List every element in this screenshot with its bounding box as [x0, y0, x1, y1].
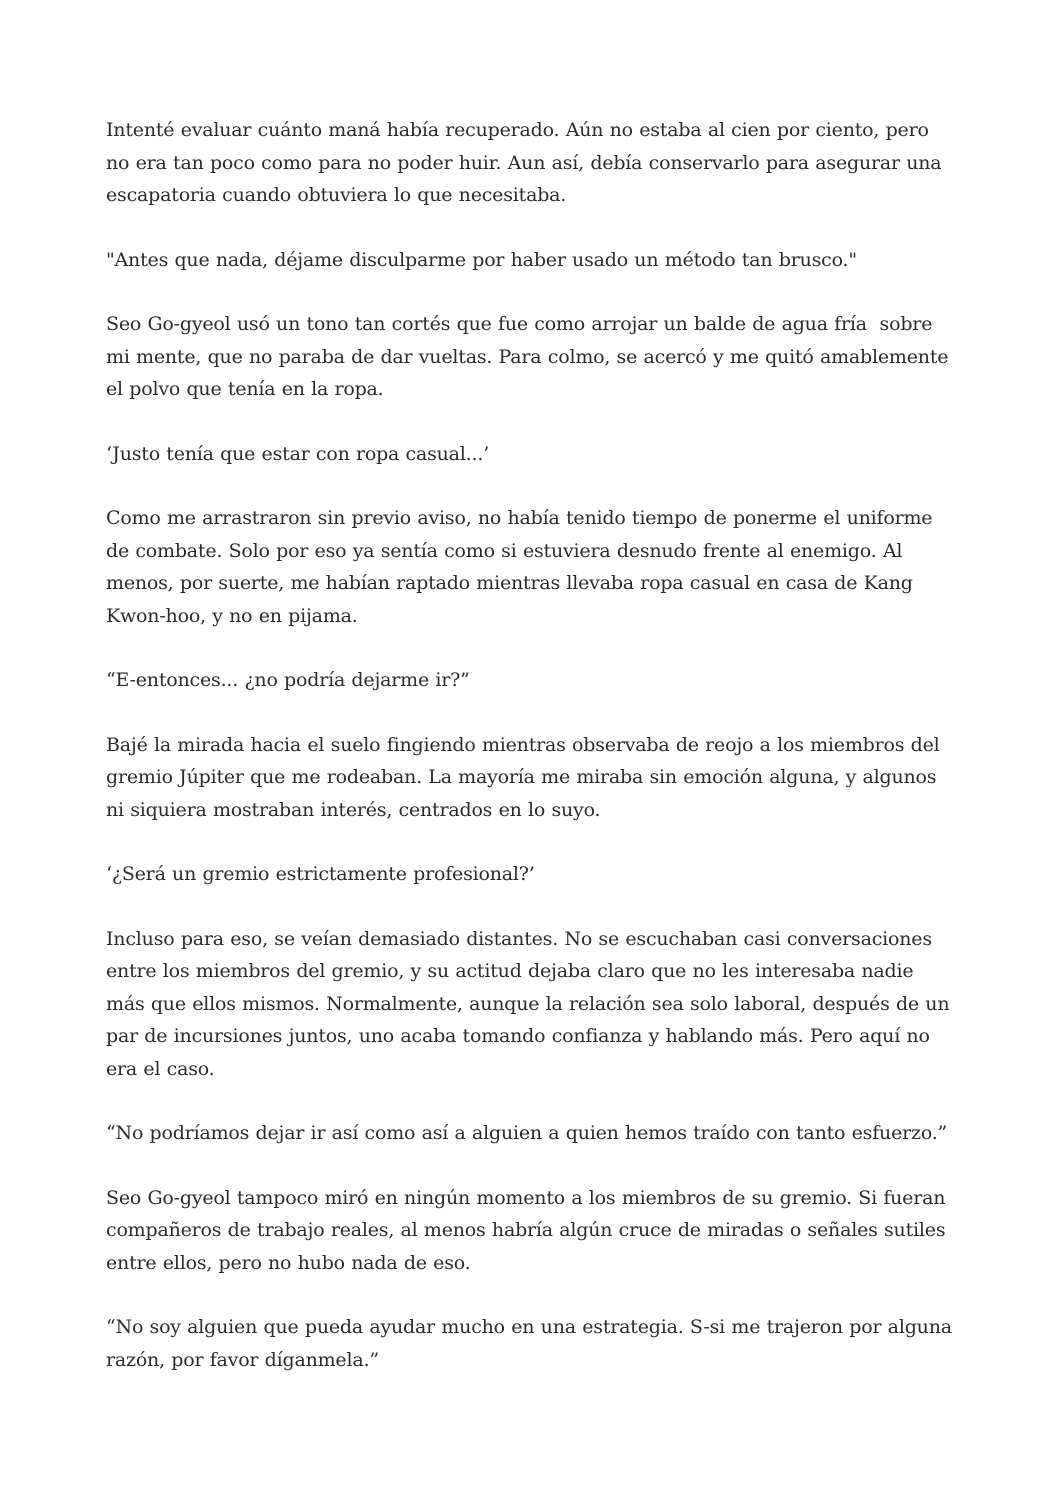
body-text [106, 114, 959, 1408]
paragraph-12: “No soy alguien que pueda ayudar mucho en una estrategia. S-si me trajeron por alguna razón, por favor díganmela.” [106, 1316, 959, 1371]
paragraph-4: ‘Justo tenía que estar con ropa casual...’ [106, 442, 490, 465]
paragraph-8: ‘¿Será un gremio estrictamente profesional?’ [106, 863, 535, 885]
paragraph-6: “E-entonces... ¿no podría dejarme ir?” [106, 669, 470, 691]
paragraph-9: Incluso para eso, se veían demasiado distantes. No se escuchaban casi conversaciones entre los miembros del gremio, y su actitud dejaba claro que no les interesaba nadie más que ellos mismos. Normalmente, aunque la relación sea solo laboral, después de un par de incursiones juntos, uno acaba tomando confianza y hablando más. Pero aquí no era el caso. [106, 927, 956, 1080]
paragraph-10: “No podríamos dejar ir así como así a alguien a quien hemos traído con tanto esfuerzo.” [106, 1122, 948, 1144]
paragraph-7: Bajé la mirada hacia el suelo fingiendo mientras observaba de reojo a los miembros del gremio Júpiter que me rodeaban. La mayoría me miraba sin emoción alguna, y algunos ni siquiera mostraban interés, centrados en lo suyo. [106, 733, 946, 821]
paragraph-3: Seo Go-gyeol usó un tono tan cortés que fue como arrojar un balde de agua fría sobre mi mente, que no paraba de dar vueltas. Para colmo, se acercó y me quitó amablemente el polvo que tenía en la ropa. [106, 313, 955, 400]
paragraph-2: "Antes que nada, déjame disculparme por haber usado un método tan brusco." [106, 248, 857, 271]
paragraph-1: Intenté evaluar cuánto maná había recuperado. Aún no estaba al cien por ciento, pero no era tan poco como para no poder huir. Aun así, debía conservarlo para asegurar una escapatoria cuando obtuviera lo que necesitaba. [106, 119, 948, 206]
paragraph-11: Seo Go-gyeol tampoco miró en ningún momento a los miembros de su gremio. Si fueran compañeros de trabajo reales, al menos habría algún cruce de miradas o señales sutiles entre ellos, pero no hubo nada de eso. [106, 1186, 952, 1274]
paragraph-5: Como me arrastraron sin previo aviso, no había tenido tiempo de ponerme el uniforme de combate. Solo por eso ya sentía como si estuviera desnudo frente al enemigo. Al menos, por suerte, me habían raptado mientras llevaba ropa casual en casa de Kang Kwon-hoo, y no en pijama. [106, 507, 939, 627]
